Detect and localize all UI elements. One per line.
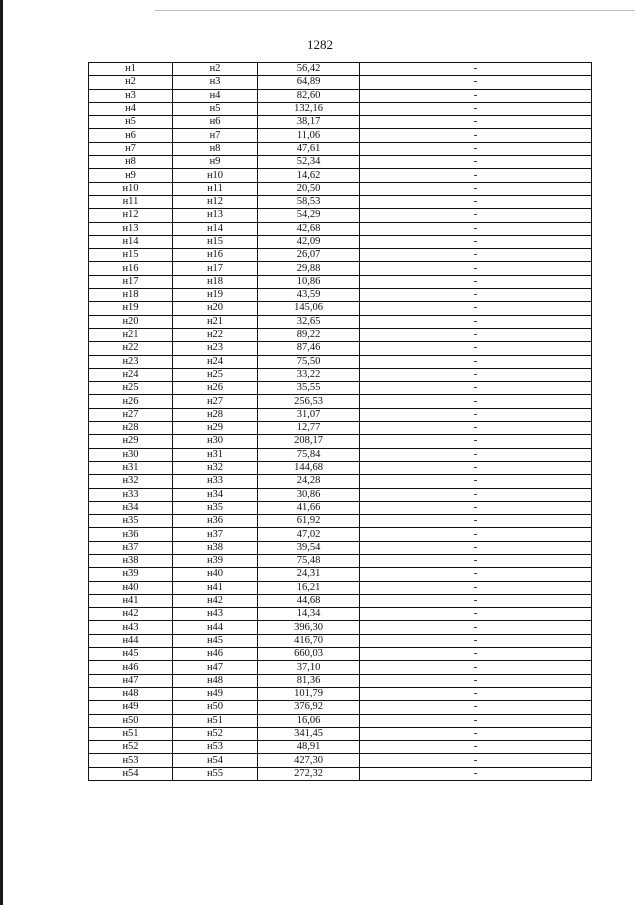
from-point-cell: н4 [89, 102, 173, 115]
from-point-cell: н12 [89, 209, 173, 222]
note-cell: - [360, 169, 592, 182]
from-point-cell: н9 [89, 169, 173, 182]
from-point-cell: н50 [89, 714, 173, 727]
length-cell: 82,60 [258, 89, 360, 102]
from-point-cell: н38 [89, 554, 173, 567]
note-cell: - [360, 422, 592, 435]
to-point-cell: н10 [173, 169, 258, 182]
note-cell: - [360, 89, 592, 102]
from-point-cell: н15 [89, 249, 173, 262]
table-row [89, 448, 592, 461]
to-point-cell: н2 [173, 63, 258, 76]
from-point-cell: н23 [89, 355, 173, 368]
table-row [89, 608, 592, 621]
table-row [89, 701, 592, 714]
table-row [89, 76, 592, 89]
table-row [89, 182, 592, 195]
to-point-cell: н37 [173, 528, 258, 541]
note-cell: - [360, 528, 592, 541]
to-point-cell: н44 [173, 621, 258, 634]
table-row [89, 102, 592, 115]
table-row [89, 275, 592, 288]
to-point-cell: н30 [173, 435, 258, 448]
length-cell: 144,68 [258, 461, 360, 474]
from-point-cell: н52 [89, 741, 173, 754]
table-row [89, 661, 592, 674]
table-row [89, 63, 592, 76]
length-cell: 24,28 [258, 475, 360, 488]
table-row [89, 129, 592, 142]
to-point-cell: н41 [173, 581, 258, 594]
note-cell: - [360, 674, 592, 687]
length-cell: 341,45 [258, 727, 360, 740]
length-cell: 48,91 [258, 741, 360, 754]
table-row [89, 475, 592, 488]
to-point-cell: н34 [173, 488, 258, 501]
length-cell: 12,77 [258, 422, 360, 435]
from-point-cell: н26 [89, 395, 173, 408]
note-cell: - [360, 289, 592, 302]
length-cell: 396,30 [258, 621, 360, 634]
to-point-cell: н26 [173, 382, 258, 395]
length-cell: 208,17 [258, 435, 360, 448]
to-point-cell: н29 [173, 422, 258, 435]
length-cell: 75,48 [258, 554, 360, 567]
note-cell: - [360, 156, 592, 169]
table-row [89, 209, 592, 222]
to-point-cell: н3 [173, 76, 258, 89]
length-cell: 38,17 [258, 116, 360, 129]
from-point-cell: н16 [89, 262, 173, 275]
from-point-cell: н13 [89, 222, 173, 235]
length-cell: 31,07 [258, 408, 360, 421]
to-point-cell: н23 [173, 342, 258, 355]
from-point-cell: н6 [89, 129, 173, 142]
table-row [89, 262, 592, 275]
to-point-cell: н12 [173, 195, 258, 208]
to-point-cell: н47 [173, 661, 258, 674]
from-point-cell: н11 [89, 195, 173, 208]
length-cell: 64,89 [258, 76, 360, 89]
to-point-cell: н43 [173, 608, 258, 621]
note-cell: - [360, 222, 592, 235]
from-point-cell: н3 [89, 89, 173, 102]
to-point-cell: н49 [173, 687, 258, 700]
length-cell: 44,68 [258, 594, 360, 607]
to-point-cell: н45 [173, 634, 258, 647]
to-point-cell: н38 [173, 541, 258, 554]
table-row [89, 727, 592, 740]
note-cell: - [360, 554, 592, 567]
from-point-cell: н28 [89, 422, 173, 435]
from-point-cell: н8 [89, 156, 173, 169]
length-cell: 47,02 [258, 528, 360, 541]
note-cell: - [360, 448, 592, 461]
note-cell: - [360, 395, 592, 408]
length-cell: 89,22 [258, 328, 360, 341]
note-cell: - [360, 116, 592, 129]
from-point-cell: н46 [89, 661, 173, 674]
note-cell: - [360, 515, 592, 528]
to-point-cell: н27 [173, 395, 258, 408]
length-cell: 37,10 [258, 661, 360, 674]
from-point-cell: н48 [89, 687, 173, 700]
table-row [89, 554, 592, 567]
note-cell: - [360, 315, 592, 328]
to-point-cell: н46 [173, 648, 258, 661]
length-cell: 14,34 [258, 608, 360, 621]
from-point-cell: н22 [89, 342, 173, 355]
from-point-cell: н14 [89, 235, 173, 248]
from-point-cell: н42 [89, 608, 173, 621]
to-point-cell: н20 [173, 302, 258, 315]
length-cell: 47,61 [258, 142, 360, 155]
note-cell: - [360, 461, 592, 474]
length-cell: 416,70 [258, 634, 360, 647]
table-row [89, 422, 592, 435]
from-point-cell: н40 [89, 581, 173, 594]
to-point-cell: н21 [173, 315, 258, 328]
from-point-cell: н44 [89, 634, 173, 647]
length-cell: 16,06 [258, 714, 360, 727]
note-cell: - [360, 142, 592, 155]
table-row [89, 541, 592, 554]
table-row [89, 156, 592, 169]
table-row [89, 568, 592, 581]
table-row [89, 461, 592, 474]
length-cell: 14,62 [258, 169, 360, 182]
note-cell: - [360, 488, 592, 501]
note-cell: - [360, 435, 592, 448]
table-row [89, 315, 592, 328]
note-cell: - [360, 501, 592, 514]
to-point-cell: н54 [173, 754, 258, 767]
to-point-cell: н52 [173, 727, 258, 740]
to-point-cell: н14 [173, 222, 258, 235]
note-cell: - [360, 767, 592, 780]
length-cell: 58,53 [258, 195, 360, 208]
note-cell: - [360, 129, 592, 142]
note-cell: - [360, 249, 592, 262]
to-point-cell: н24 [173, 355, 258, 368]
boundary-points-table [88, 62, 592, 781]
from-point-cell: н27 [89, 408, 173, 421]
to-point-cell: н17 [173, 262, 258, 275]
to-point-cell: н36 [173, 515, 258, 528]
to-point-cell: н15 [173, 235, 258, 248]
table-row [89, 368, 592, 381]
table-row [89, 342, 592, 355]
table-row [89, 501, 592, 514]
to-point-cell: н8 [173, 142, 258, 155]
length-cell: 11,06 [258, 129, 360, 142]
length-cell: 81,36 [258, 674, 360, 687]
length-cell: 101,79 [258, 687, 360, 700]
from-point-cell: н43 [89, 621, 173, 634]
length-cell: 10,86 [258, 275, 360, 288]
note-cell: - [360, 634, 592, 647]
length-cell: 376,92 [258, 701, 360, 714]
to-point-cell: н4 [173, 89, 258, 102]
table-row [89, 116, 592, 129]
length-cell: 26,07 [258, 249, 360, 262]
from-point-cell: н31 [89, 461, 173, 474]
from-point-cell: н49 [89, 701, 173, 714]
table-row [89, 714, 592, 727]
from-point-cell: н10 [89, 182, 173, 195]
from-point-cell: н54 [89, 767, 173, 780]
from-point-cell: н33 [89, 488, 173, 501]
length-cell: 42,68 [258, 222, 360, 235]
note-cell: - [360, 568, 592, 581]
note-cell: - [360, 701, 592, 714]
table-row [89, 435, 592, 448]
length-cell: 660,03 [258, 648, 360, 661]
length-cell: 75,50 [258, 355, 360, 368]
length-cell: 56,42 [258, 63, 360, 76]
table-row [89, 408, 592, 421]
length-cell: 54,29 [258, 209, 360, 222]
note-cell: - [360, 581, 592, 594]
to-point-cell: н6 [173, 116, 258, 129]
note-cell: - [360, 608, 592, 621]
note-cell: - [360, 102, 592, 115]
from-point-cell: н2 [89, 76, 173, 89]
from-point-cell: н36 [89, 528, 173, 541]
table-row [89, 621, 592, 634]
note-cell: - [360, 262, 592, 275]
table-row [89, 754, 592, 767]
to-point-cell: н22 [173, 328, 258, 341]
note-cell: - [360, 182, 592, 195]
from-point-cell: н18 [89, 289, 173, 302]
note-cell: - [360, 648, 592, 661]
from-point-cell: н17 [89, 275, 173, 288]
table-row [89, 741, 592, 754]
table-row [89, 528, 592, 541]
table-row [89, 222, 592, 235]
from-point-cell: н35 [89, 515, 173, 528]
length-cell: 61,92 [258, 515, 360, 528]
table-body [89, 63, 592, 781]
length-cell: 75,84 [258, 448, 360, 461]
to-point-cell: н33 [173, 475, 258, 488]
from-point-cell: н32 [89, 475, 173, 488]
note-cell: - [360, 195, 592, 208]
from-point-cell: н53 [89, 754, 173, 767]
from-point-cell: н41 [89, 594, 173, 607]
table-row [89, 195, 592, 208]
length-cell: 20,50 [258, 182, 360, 195]
note-cell: - [360, 594, 592, 607]
table-row [89, 515, 592, 528]
table-row [89, 687, 592, 700]
to-point-cell: н9 [173, 156, 258, 169]
table-row [89, 594, 592, 607]
to-point-cell: н42 [173, 594, 258, 607]
note-cell: - [360, 687, 592, 700]
to-point-cell: н25 [173, 368, 258, 381]
from-point-cell: н20 [89, 315, 173, 328]
note-cell: - [360, 727, 592, 740]
length-cell: 41,66 [258, 501, 360, 514]
page-number: 1282 [307, 37, 333, 52]
length-cell: 42,09 [258, 235, 360, 248]
table-row [89, 289, 592, 302]
to-point-cell: н19 [173, 289, 258, 302]
to-point-cell: н53 [173, 741, 258, 754]
length-cell: 272,32 [258, 767, 360, 780]
length-cell: 87,46 [258, 342, 360, 355]
table-row [89, 648, 592, 661]
to-point-cell: н7 [173, 129, 258, 142]
to-point-cell: н35 [173, 501, 258, 514]
note-cell: - [360, 235, 592, 248]
to-point-cell: н16 [173, 249, 258, 262]
note-cell: - [360, 754, 592, 767]
note-cell: - [360, 63, 592, 76]
from-point-cell: н5 [89, 116, 173, 129]
table-row [89, 395, 592, 408]
note-cell: - [360, 475, 592, 488]
from-point-cell: н7 [89, 142, 173, 155]
note-cell: - [360, 328, 592, 341]
to-point-cell: н5 [173, 102, 258, 115]
table-row [89, 767, 592, 780]
note-cell: - [360, 408, 592, 421]
length-cell: 29,88 [258, 262, 360, 275]
note-cell: - [360, 621, 592, 634]
table-row [89, 634, 592, 647]
table-row [89, 302, 592, 315]
length-cell: 145,06 [258, 302, 360, 315]
from-point-cell: н21 [89, 328, 173, 341]
note-cell: - [360, 382, 592, 395]
table-row [89, 235, 592, 248]
length-cell: 427,30 [258, 754, 360, 767]
length-cell: 32,65 [258, 315, 360, 328]
table-row [89, 382, 592, 395]
length-cell: 43,59 [258, 289, 360, 302]
length-cell: 30,86 [258, 488, 360, 501]
from-point-cell: н51 [89, 727, 173, 740]
to-point-cell: н55 [173, 767, 258, 780]
from-point-cell: н45 [89, 648, 173, 661]
note-cell: - [360, 661, 592, 674]
to-point-cell: н40 [173, 568, 258, 581]
scan-left-edge [0, 0, 3, 905]
note-cell: - [360, 302, 592, 315]
from-point-cell: н29 [89, 435, 173, 448]
to-point-cell: н48 [173, 674, 258, 687]
table-row [89, 89, 592, 102]
length-cell: 132,16 [258, 102, 360, 115]
from-point-cell: н25 [89, 382, 173, 395]
from-point-cell: н1 [89, 63, 173, 76]
length-cell: 33,22 [258, 368, 360, 381]
note-cell: - [360, 76, 592, 89]
to-point-cell: н32 [173, 461, 258, 474]
note-cell: - [360, 355, 592, 368]
from-point-cell: н24 [89, 368, 173, 381]
note-cell: - [360, 368, 592, 381]
to-point-cell: н51 [173, 714, 258, 727]
note-cell: - [360, 741, 592, 754]
from-point-cell: н34 [89, 501, 173, 514]
length-cell: 35,55 [258, 382, 360, 395]
note-cell: - [360, 342, 592, 355]
from-point-cell: н47 [89, 674, 173, 687]
length-cell: 52,34 [258, 156, 360, 169]
table-row [89, 674, 592, 687]
note-cell: - [360, 541, 592, 554]
table-row [89, 169, 592, 182]
to-point-cell: н28 [173, 408, 258, 421]
table-row [89, 328, 592, 341]
from-point-cell: н19 [89, 302, 173, 315]
length-cell: 16,21 [258, 581, 360, 594]
length-cell: 256,53 [258, 395, 360, 408]
table-row [89, 142, 592, 155]
to-point-cell: н13 [173, 209, 258, 222]
note-cell: - [360, 209, 592, 222]
table-row [89, 581, 592, 594]
length-cell: 24,31 [258, 568, 360, 581]
note-cell: - [360, 275, 592, 288]
table-row [89, 355, 592, 368]
to-point-cell: н18 [173, 275, 258, 288]
to-point-cell: н50 [173, 701, 258, 714]
from-point-cell: н30 [89, 448, 173, 461]
to-point-cell: н31 [173, 448, 258, 461]
to-point-cell: н11 [173, 182, 258, 195]
note-cell: - [360, 714, 592, 727]
from-point-cell: н37 [89, 541, 173, 554]
table-row [89, 488, 592, 501]
table-row [89, 249, 592, 262]
from-point-cell: н39 [89, 568, 173, 581]
to-point-cell: н39 [173, 554, 258, 567]
scan-top-edge [155, 10, 635, 11]
length-cell: 39,54 [258, 541, 360, 554]
